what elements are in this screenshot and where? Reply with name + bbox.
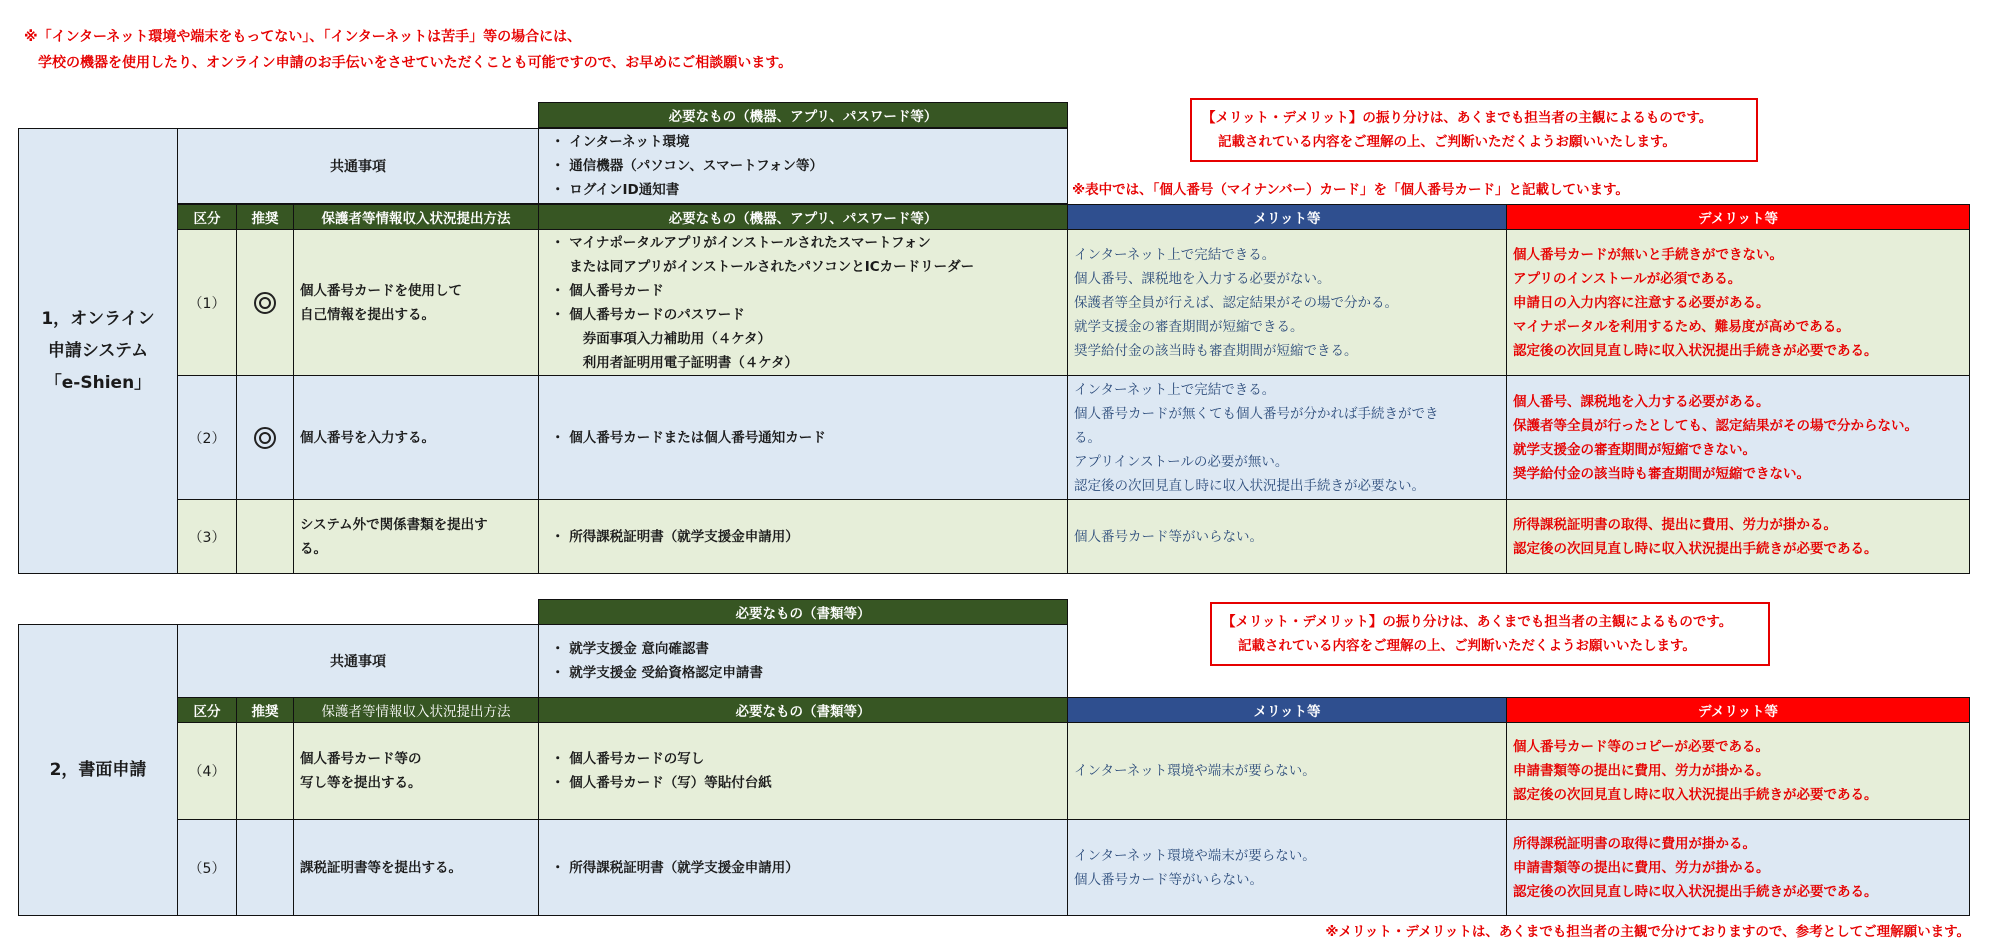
demerit-item: 就学支援金の審査期間が短縮できない。: [1513, 441, 1756, 458]
method-line: 個人番号を入力する。: [300, 429, 435, 446]
merit-item: アプリインストールの必要が無い。: [1074, 453, 1289, 470]
top-note-line2: 学校の機器を使用したり、オンライン申請のお手伝いをさせていただくことも可能ですので、お早めにご相談願います。: [24, 55, 793, 71]
disclaimer-line2: 記載されている内容をご理解の上、ご判断いただくようお願いいたします。: [1238, 638, 1696, 654]
section1-title-line3: 「e-Shien」: [44, 373, 152, 393]
suisho-header-1: 推奨: [236, 204, 294, 230]
needed-docs-header: 必要なもの（書類等）: [538, 697, 1068, 723]
demerit-item: 申請書類等の提出に費用、労力が掛かる。: [1513, 763, 1770, 779]
demerits-5: [1506, 819, 1970, 916]
merit-item: インターネット環境や端末が要らない。: [1074, 847, 1316, 864]
bottom-note: ※メリット・デメリットは、あくまでも担当者の主観で分けておりますので、参考としてご理解願います。: [1325, 924, 1970, 940]
recommended-empty-5: [236, 819, 294, 916]
method-line: 個人番号カード等の: [300, 751, 422, 767]
merit-item: 個人番号、課税地を入力する必要がない。: [1074, 270, 1331, 287]
demerits-1: [1506, 229, 1970, 376]
demerit-header-2: デメリット等: [1506, 697, 1970, 723]
demerits-4: [1506, 722, 1970, 820]
method-line: システム外で関係書類を提出す: [300, 516, 488, 533]
common-label-2: 共通事項: [177, 624, 539, 698]
disclaimer-line1: 【メリット・デメリット】の振り分けは、あくまでも担当者の主観によるものです。: [1222, 614, 1733, 630]
merit-item: インターネット環境や端末が要らない。: [1074, 763, 1316, 779]
demerit-item: 所得課税証明書の取得に費用が掛かる。: [1513, 835, 1756, 852]
common-items-1: [538, 128, 1068, 204]
need-item: ・ 個人番号カードの写し: [551, 751, 705, 767]
needed-docs-header-top: 必要なもの（書類等）: [538, 599, 1068, 625]
merit-item: 個人番号カードが無くても個人番号が分かれば手続きができ: [1074, 405, 1439, 422]
common-label-1: 共通事項: [177, 128, 539, 204]
needed-devices-header-top: 必要なもの（機器、アプリ、パスワード等）: [538, 102, 1068, 128]
top-note-line1: ※「インターネット環境や端末をもってない」、「インターネットは苦手」等の場合には、: [24, 29, 582, 45]
merit-item: 就学支援金の審査期間が短縮できる。: [1074, 318, 1304, 335]
need-item: ・ マイナポータルアプリがインストールされたスマートフォン: [551, 234, 931, 251]
method-5: [293, 819, 539, 916]
method-2: [293, 375, 539, 500]
need-item: 券面事項入力補助用（４ケタ）: [551, 330, 772, 347]
merit-item: インターネット上で完結できる。: [1074, 381, 1276, 398]
need-item: または同アプリがインストールされたパソコンとICカードリーダー: [551, 258, 975, 275]
common-item: ・ インターネット環境: [551, 134, 690, 150]
method-1: [293, 229, 539, 376]
need-item: 利用者証明用電子証明書（４ケタ）: [551, 354, 799, 371]
needs-2: [538, 375, 1068, 500]
common-item: ・ 就学支援金 受給資格認定申請書: [551, 665, 763, 681]
disclaimer-line1: 【メリット・デメリット】の振り分けは、あくまでも担当者の主観によるものです。: [1202, 110, 1713, 126]
needs-4: [538, 722, 1068, 820]
method-header-2: 保護者等情報収入状況提出方法: [293, 697, 539, 723]
need-item: ・ 個人番号カード: [551, 282, 664, 299]
need-item: ・ 所得課税証明書（就学支援金申請用）: [551, 528, 799, 545]
disclaimer-line2: 記載されている内容をご理解の上、ご判断いただくようお願いいたします。: [1218, 134, 1676, 150]
common-item: ・ ログインID通知書: [551, 182, 680, 198]
demerit-item: 個人番号、課税地を入力する必要がある。: [1513, 393, 1770, 410]
demerit-item: 認定後の次回見直し時に収入状況提出手続きが必要である。: [1513, 883, 1878, 900]
merit-item: 認定後の次回見直し時に収入状況提出手続きが必要ない。: [1074, 477, 1425, 494]
demerit-item: 個人番号カード等のコピーが必要である。: [1513, 739, 1769, 755]
demerit-item: 申請日の入力内容に注意する必要がある。: [1513, 294, 1770, 311]
top-note: [24, 24, 1224, 76]
demerits-3: [1506, 499, 1970, 574]
demerit-item: 所得課税証明書の取得、提出に費用、労力が掛かる。: [1513, 516, 1837, 533]
section1-title-line2: 申請システム: [47, 341, 149, 361]
needed-devices-header: 必要なもの（機器、アプリ、パスワード等）: [538, 204, 1068, 230]
section2-title: [18, 624, 178, 916]
needs-3: [538, 499, 1068, 574]
need-item: ・ 個人番号カードまたは個人番号通知カード: [551, 429, 826, 446]
demerit-header-1: デメリット等: [1506, 204, 1970, 230]
section2-title-text: 2，書面申請: [49, 760, 147, 780]
need-item: ・ 個人番号カード（写）等貼付台紙: [551, 775, 772, 791]
disclaimer-box-1: [1190, 98, 1758, 162]
needs-5: [538, 819, 1068, 916]
double-circle-icon: [254, 427, 276, 449]
demerit-item: 保護者等全員が行ったとしても、認定結果がその場で分からない。: [1513, 417, 1918, 434]
common-item: ・ 通信機器（パソコン、スマートフォン等）: [551, 158, 823, 174]
merit-item: 奨学給付金の該当時も審査期間が短縮できる。: [1074, 342, 1358, 359]
demerit-item: 認定後の次回見直し時に収入状況提出手続きが必要である。: [1513, 787, 1878, 803]
demerit-item: 個人番号カードが無いと手続きができない。: [1513, 246, 1783, 263]
kubun-header-2: 区分: [177, 697, 237, 723]
demerit-item: 奨学給付金の該当時も審査期間が短縮できない。: [1513, 465, 1810, 482]
section1-title: [18, 128, 178, 574]
kubun-3: （3）: [177, 499, 237, 574]
recommended-mark-1: [236, 229, 294, 376]
merits-5: [1067, 819, 1507, 916]
needs-1: [538, 229, 1068, 376]
section1-title-line1: 1，オンライン: [41, 309, 155, 329]
kubun-header-1: 区分: [177, 204, 237, 230]
recommended-empty-4: [236, 722, 294, 820]
double-circle-icon: [254, 292, 276, 314]
method-line: る。: [300, 540, 327, 557]
method-line: 自己情報を提出する。: [300, 306, 435, 323]
kubun-1: （1）: [177, 229, 237, 376]
kubun-5: （5）: [177, 819, 237, 916]
method-line: 写し等を提出する。: [300, 775, 422, 791]
method-line: 課税証明書等を提出する。: [300, 859, 462, 876]
merit-header-1: メリット等: [1067, 204, 1507, 230]
suisho-header-2: 推奨: [236, 697, 294, 723]
demerit-item: アプリのインストールが必須である。: [1513, 270, 1742, 287]
merit-item: 保護者等全員が行えば、認定結果がその場で分かる。: [1074, 294, 1398, 311]
method-line: 個人番号カードを使用して: [300, 282, 462, 299]
recommended-empty-3: [236, 499, 294, 574]
common-item: ・ 就学支援金 意向確認書: [551, 641, 709, 657]
common-items-2: [538, 624, 1068, 698]
need-item: ・ 所得課税証明書（就学支援金申請用）: [551, 859, 799, 876]
merits-2: [1067, 375, 1507, 500]
merit-item: 個人番号カード等がいらない。: [1074, 871, 1263, 888]
demerit-item: 認定後の次回見直し時に収入状況提出手続きが必要である。: [1513, 342, 1878, 359]
merits-4: [1067, 722, 1507, 820]
merit-header-2: メリット等: [1067, 697, 1507, 723]
need-item: ・ 個人番号カードのパスワード: [551, 306, 745, 323]
merit-item: 個人番号カード等がいらない。: [1074, 528, 1263, 545]
disclaimer-box-2: [1210, 602, 1770, 666]
merit-item: インターネット上で完結できる。: [1074, 246, 1276, 263]
merits-3: [1067, 499, 1507, 574]
recommended-mark-2: [236, 375, 294, 500]
demerits-2: [1506, 375, 1970, 500]
merit-item: る。: [1074, 429, 1101, 446]
merits-1: [1067, 229, 1507, 376]
demerit-item: マイナポータルを利用するため、難易度が高めである。: [1513, 318, 1850, 335]
method-3: [293, 499, 539, 574]
kubun-2: （2）: [177, 375, 237, 500]
method-4: [293, 722, 539, 820]
table-note: ※表中では、「個人番号（マイナンバー）カード」を「個人番号カード」と記載しています。: [1072, 182, 1629, 198]
method-header-1: 保護者等情報収入状況提出方法: [293, 204, 539, 230]
demerit-item: 申請書類等の提出に費用、労力が掛かる。: [1513, 859, 1770, 876]
kubun-4: （4）: [177, 722, 237, 820]
demerit-item: 認定後の次回見直し時に収入状況提出手続きが必要である。: [1513, 540, 1878, 557]
